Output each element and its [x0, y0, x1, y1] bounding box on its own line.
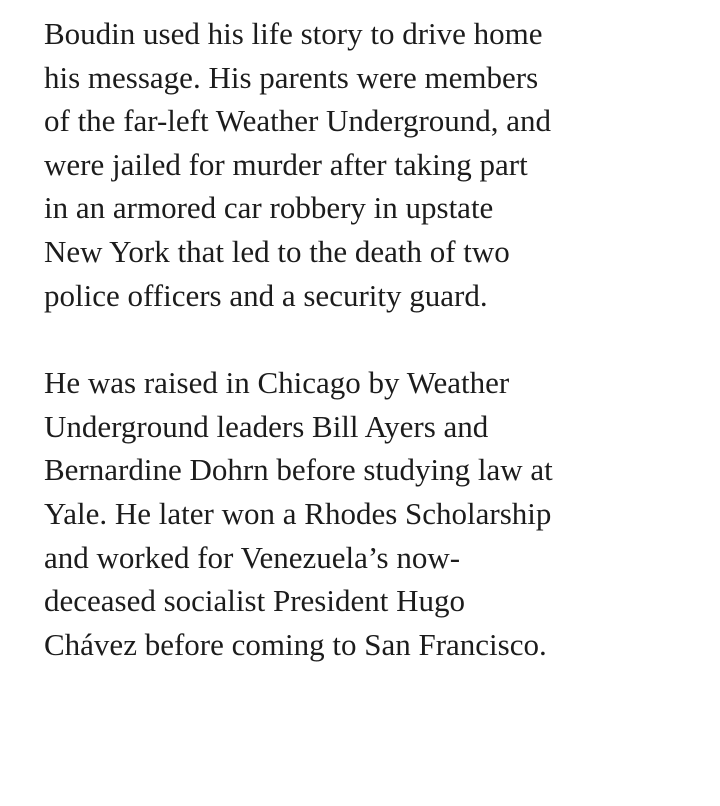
- text-line: Underground leaders Bill Ayers and: [44, 408, 489, 444]
- text-line: New York that led to the death of two: [44, 233, 510, 269]
- text-line: were jailed for murder after taking part: [44, 146, 528, 182]
- text-line: Yale. He later won a Rhodes Scholarship: [44, 495, 552, 531]
- text-line: Chávez before coming to San Francisco.: [44, 626, 547, 662]
- text-line: in an armored car robbery in upstate: [44, 190, 494, 226]
- text-line: of the far-left Weather Underground, and: [44, 103, 552, 139]
- paragraph-1: [44, 12, 704, 317]
- text-line: police officers and a security guard.: [44, 277, 488, 313]
- text-line: He was raised in Chicago by Weather: [44, 365, 510, 401]
- text-line: Boudin used his life story to drive home: [44, 16, 543, 51]
- text-line: Bernardine Dohrn before studying law at: [44, 452, 553, 488]
- text-line: and worked for Venezuela’s now-: [44, 539, 461, 575]
- text-line: deceased socialist President Hugo: [44, 583, 465, 619]
- article-body: [44, 12, 704, 666]
- text-line: his message. His parents were members: [44, 59, 539, 95]
- paragraph-2: [44, 361, 704, 666]
